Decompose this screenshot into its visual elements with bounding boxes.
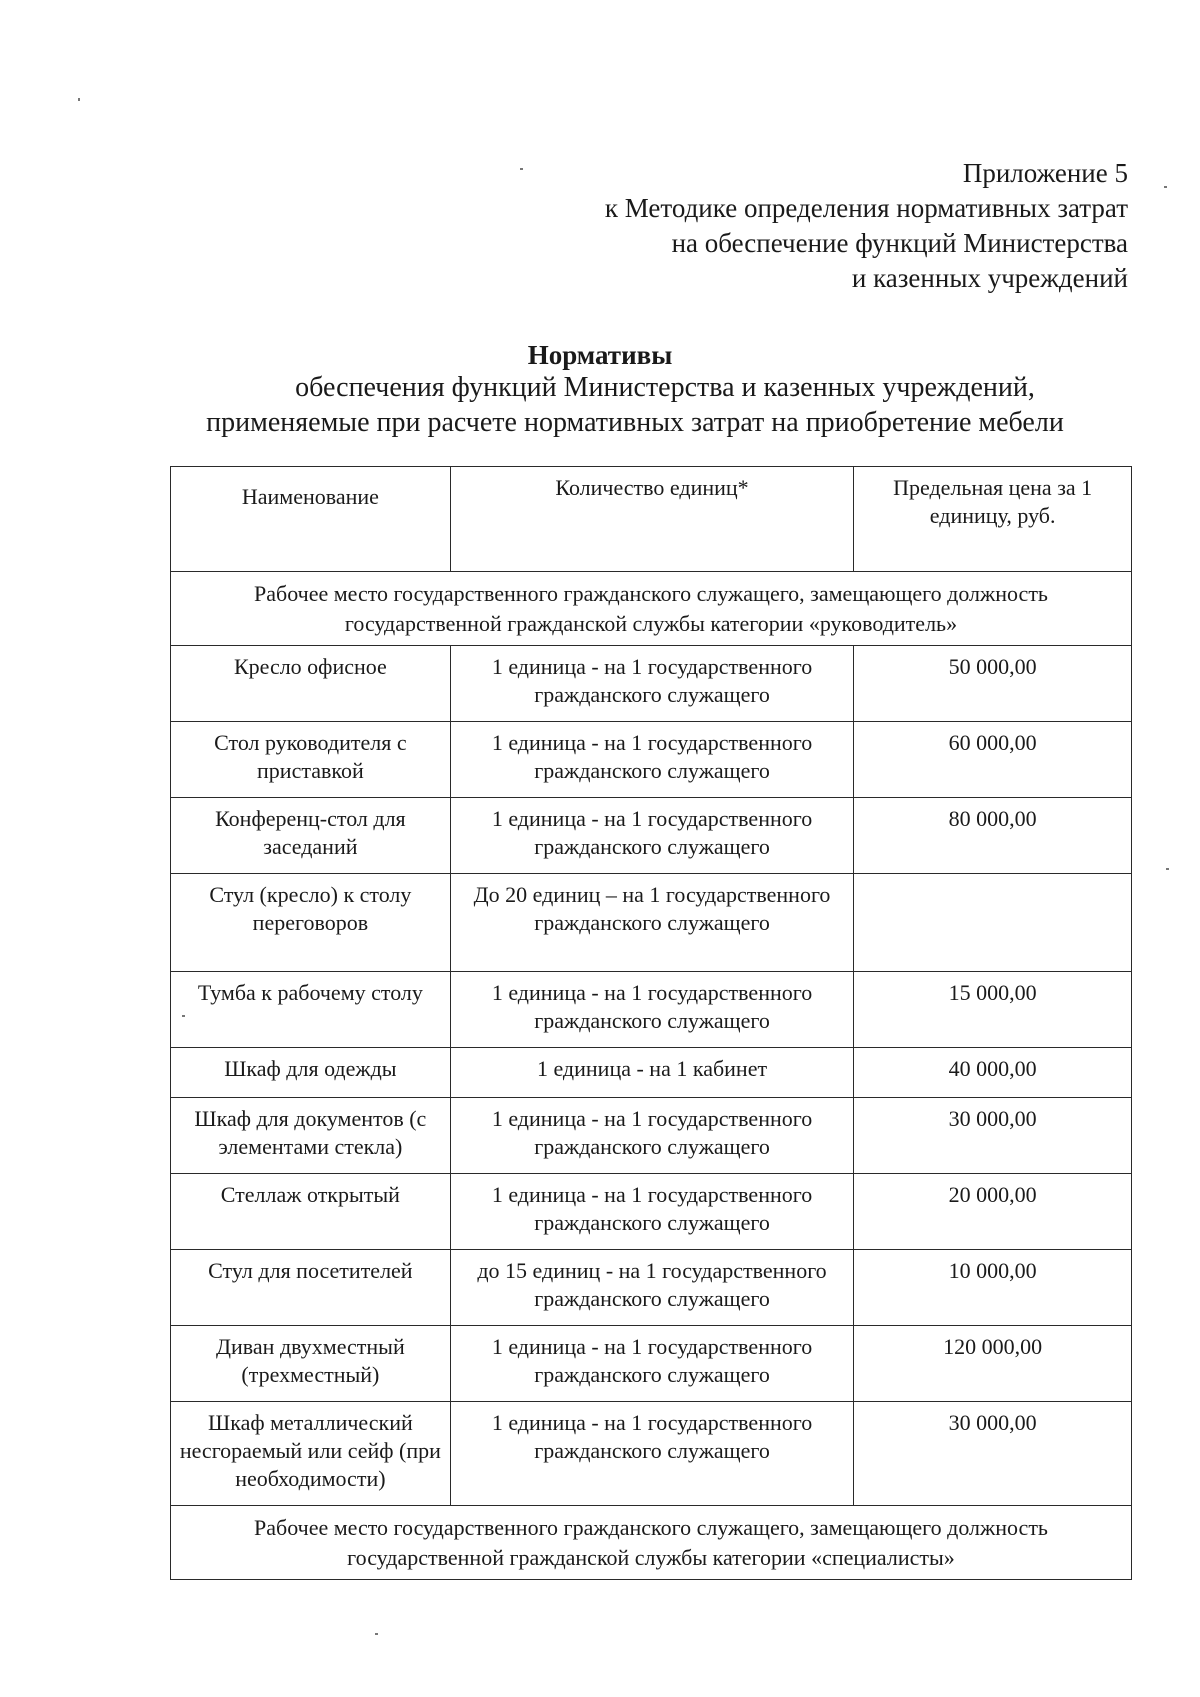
table-row bbox=[171, 1326, 1132, 1402]
scan-speck bbox=[1164, 186, 1167, 188]
item-price-cell: 30 000,00 bbox=[854, 1402, 1132, 1506]
scan-speck bbox=[520, 168, 523, 170]
item-name-cell: Конференц-стол для заседаний bbox=[171, 798, 451, 874]
item-price-cell: 60 000,00 bbox=[854, 722, 1132, 798]
item-quantity-cell: 1 единица - на 1 государственного гражданского служащего bbox=[450, 1402, 854, 1506]
appendix-header bbox=[605, 156, 1128, 296]
item-quantity-cell: 1 единица - на 1 государственного гражданского служащего bbox=[450, 1174, 854, 1250]
item-price-cell: 120 000,00 bbox=[854, 1326, 1132, 1402]
item-quantity-cell: 1 единица - на 1 кабинет bbox=[450, 1048, 854, 1098]
item-name-cell: Стул для посетителей bbox=[171, 1250, 451, 1326]
table-row bbox=[171, 972, 1132, 1048]
header-name: Наименование bbox=[171, 467, 451, 572]
item-price-cell bbox=[854, 874, 1132, 972]
item-name-cell: Стеллаж открытый bbox=[171, 1174, 451, 1250]
item-price-cell: 30 000,00 bbox=[854, 1098, 1132, 1174]
item-quantity-cell: 1 единица - на 1 государственного гражданского служащего bbox=[450, 1326, 854, 1402]
table-row bbox=[171, 1402, 1132, 1506]
item-quantity-cell: до 15 единиц - на 1 государственного гражданского служащего bbox=[450, 1250, 854, 1326]
appendix-line-3: на обеспечение функций Министерства bbox=[671, 228, 1128, 258]
item-quantity-cell: До 20 единиц – на 1 государственного гражданского служащего bbox=[450, 874, 854, 972]
item-name-cell: Диван двухместный (трехместный) bbox=[171, 1326, 451, 1402]
item-name-cell: Тумба к рабочему столу bbox=[171, 972, 451, 1048]
section-title-specialists: Рабочее место государственного гражданского служащего, замещающего должность государственной гражданской службы категории «специалисты» bbox=[171, 1506, 1132, 1580]
item-quantity-cell: 1 единица - на 1 государственного гражданского служащего bbox=[450, 646, 854, 722]
document-subtitle bbox=[0, 370, 1200, 440]
scan-speck bbox=[78, 98, 80, 101]
scan-speck bbox=[1166, 868, 1169, 870]
table-row bbox=[171, 874, 1132, 972]
item-price-cell: 40 000,00 bbox=[854, 1048, 1132, 1098]
appendix-line-4: и казенных учреждений bbox=[851, 263, 1128, 293]
header-quantity: Количество единиц* bbox=[450, 467, 854, 572]
table-header-row bbox=[171, 467, 1132, 572]
document-title: Нормативы bbox=[527, 340, 673, 370]
item-quantity-cell: 1 единица - на 1 государственного гражданского служащего bbox=[450, 972, 854, 1048]
appendix-line-2: к Методике определения нормативных затрат bbox=[604, 193, 1128, 223]
table-row bbox=[171, 1250, 1132, 1326]
item-price-cell: 80 000,00 bbox=[854, 798, 1132, 874]
table-row bbox=[171, 1098, 1132, 1174]
header-price: Предельная цена за 1 единицу, руб. bbox=[854, 467, 1132, 572]
appendix-line-1: Приложение 5 bbox=[962, 158, 1128, 188]
subtitle-line-1: обеспечения функций Министерства и казенных учреждений, bbox=[295, 372, 1035, 403]
section-title-managers: Рабочее место государственного гражданского служащего, замещающего должность государственной гражданской службы категории «руководитель» bbox=[171, 572, 1132, 646]
item-name-cell: Шкаф для одежды bbox=[171, 1048, 451, 1098]
scan-speck bbox=[182, 1015, 185, 1017]
table-row bbox=[171, 1174, 1132, 1250]
item-name-cell: Шкаф металлический несгораемый или сейф (при необходимости) bbox=[171, 1402, 451, 1506]
subtitle-line-2: применяемые при расчете нормативных затрат на приобретение мебели bbox=[206, 407, 1064, 438]
item-price-cell: 10 000,00 bbox=[854, 1250, 1132, 1326]
table-row bbox=[171, 1048, 1132, 1098]
item-name-cell: Кресло офисное bbox=[171, 646, 451, 722]
item-name-cell: Шкаф для документов (с элементами стекла) bbox=[171, 1098, 451, 1174]
item-quantity-cell: 1 единица - на 1 государственного гражданского служащего bbox=[450, 798, 854, 874]
table-row bbox=[171, 798, 1132, 874]
furniture-norms-table bbox=[170, 466, 1132, 1580]
scan-speck bbox=[375, 1633, 378, 1635]
item-quantity-cell: 1 единица - на 1 государственного гражданского служащего bbox=[450, 1098, 854, 1174]
section-row-specialists bbox=[171, 1506, 1132, 1580]
item-price-cell: 15 000,00 bbox=[854, 972, 1132, 1048]
item-name-cell: Стол руководителя с приставкой bbox=[171, 722, 451, 798]
item-price-cell: 20 000,00 bbox=[854, 1174, 1132, 1250]
table-row bbox=[171, 646, 1132, 722]
item-name-cell: Стул (кресло) к столу переговоров bbox=[171, 874, 451, 972]
item-quantity-cell: 1 единица - на 1 государственного гражданского служащего bbox=[450, 722, 854, 798]
table-row bbox=[171, 722, 1132, 798]
section-row-managers bbox=[171, 572, 1132, 646]
item-price-cell: 50 000,00 bbox=[854, 646, 1132, 722]
